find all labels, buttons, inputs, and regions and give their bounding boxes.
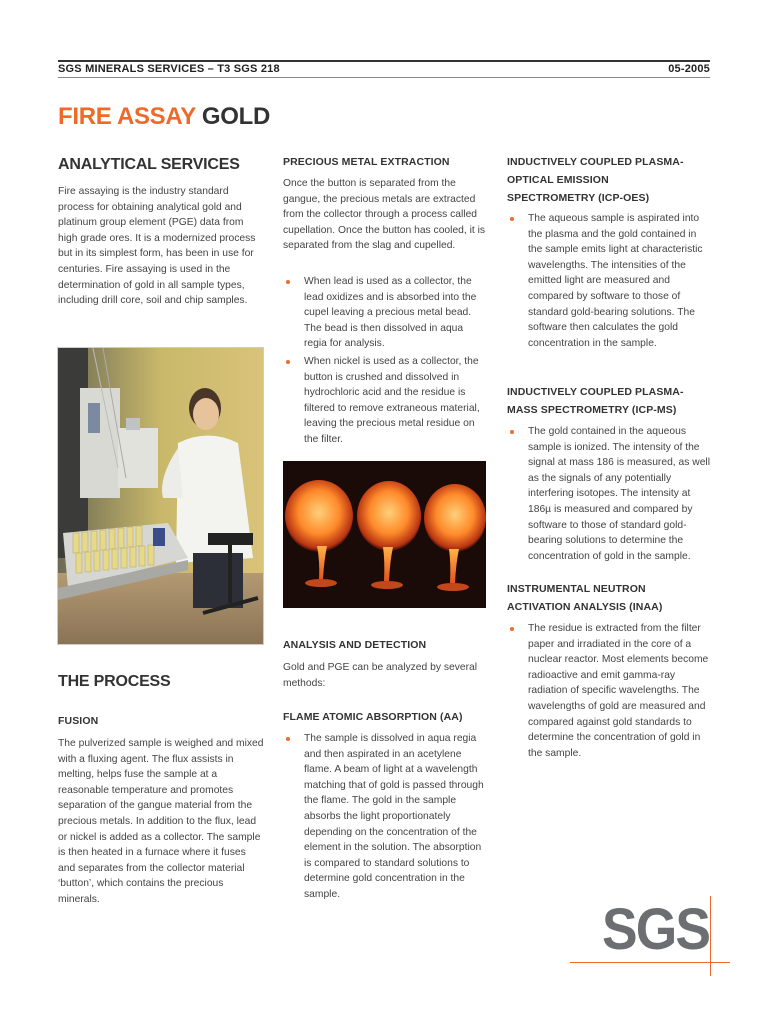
list-item: When nickel is used as a collector, the button is crushed and dissolved in hydrochloric acid and the residue is filtered to remove extraneous material, leaving the precious metal residue on the filter. (283, 354, 488, 448)
icpoes-bullets (507, 211, 711, 353)
fusion-heading: FUSION (58, 715, 99, 727)
icpms-heading: INDUCTIVELY COUPLED PLASMA-MASS SPECTROMETRY (ICP-MS) (507, 386, 684, 416)
list-item: The gold contained in the aqueous sample is ionized. The intensity of the signal at mass 186 is measured, as well as the signals of any potentially interfering isotopes. The intensity at 186µ is measured and compared by software to those of standard gold-bearing solutions to determine the concentration of gold in the sample. (507, 424, 711, 564)
header-date: 05-2005 (668, 63, 710, 75)
analytical-services-body: Fire assaying is the industry standard process for obtaining analytical gold and platinum group element (PGE) data from high grade ores. It is a modernized process but in its simplest form, has been in use for centuries. Fire assaying is used in the determination of gold in all sample types, including drill core, soil and chip samples. (58, 186, 256, 307)
list-item: The aqueous sample is aspirated into the plasma and the gold contained in the sample emits light at characteristic wavelengths. The intensities of the emitted light are measured and compared by software to those of standard gold-bearing solutions. The software then calculates the gold concentration in the sample. (507, 211, 711, 351)
sgs-logo (570, 896, 730, 976)
analysis-body: Gold and PGE can be analyzed by several methods: (283, 662, 478, 689)
list-item: When lead is used as a collector, the lead oxidizes and is absorbed into the cupel leaving a precious metal bead. The bead is then dissolved in aqua regia for analysis. (283, 274, 488, 352)
analysis-heading: ANALYSIS AND DETECTION (283, 639, 427, 651)
title-accent: FIRE ASSAY (58, 103, 196, 130)
title-rest: GOLD (201, 103, 271, 130)
lab-photo (57, 347, 264, 645)
fusion-body: The pulverized sample is weighed and mixed with a fluxing agent. The flux assists in melting, helps fuse the sample at a reasonable temperature and promotes separation of the gangue material from the precious metals. In addition to the flux, lead or nickel is added as a collector. The sample is then heated in a furnace where it fuses and separates from the collector material ‘button’, which contains the precious minerals. (58, 738, 264, 905)
sgs-logo-text: SGS (602, 897, 710, 962)
extraction-bullets (283, 274, 488, 450)
analytical-services-heading: ANALYTICAL SERVICES (58, 156, 240, 173)
icpoes-heading: INDUCTIVELY COUPLED PLASMA-OPTICAL EMISSION SPECTROMETRY (ICP-OES) (507, 156, 684, 204)
cupellation-photo (283, 461, 486, 608)
inaa-bullets (507, 621, 711, 763)
list-item: The sample is dissolved in aqua regia and then aspirated in an acetylene flame. A beam of light at a wavelength matching that of gold is passed through the flame. The gold in the sample absorbs the light proportionately depending on the concentration of the element in the solution. The absorption is compared to standard solutions to determine gold concentration in the sample. (283, 731, 486, 903)
icpms-bullets (507, 424, 711, 566)
header-top-rule (58, 60, 710, 62)
extraction-body: Once the button is separated from the gangue, the precious metals are extracted from the collector through a process called cupellation. Once the button has cooled, it is separated from the slag and cupelled. (283, 178, 486, 252)
aa-bullets (283, 731, 486, 905)
extraction-heading: PRECIOUS METAL EXTRACTION (283, 156, 450, 168)
page-title (58, 103, 270, 131)
logo-horizontal-rule (570, 962, 730, 963)
inaa-heading: INSTRUMENTAL NEUTRON ACTIVATION ANALYSIS (INAA) (507, 583, 663, 613)
aa-heading: FLAME ATOMIC ABSORPTION (AA) (283, 711, 463, 723)
header-publisher: SGS MINERALS SERVICES – T3 SGS 218 (58, 63, 280, 75)
list-item: The residue is extracted from the filter paper and irradiated in the core of a nuclear reactor. Most elements become radioactive and emit gamma-ray radiation of specific wavelengths. The wavelengths of gold are measured and compared against gold standards to determine the concentration of gold in the sample. (507, 621, 711, 761)
header-bottom-rule (58, 77, 710, 78)
process-heading: THE PROCESS (58, 673, 171, 690)
logo-vertical-rule (710, 896, 711, 976)
